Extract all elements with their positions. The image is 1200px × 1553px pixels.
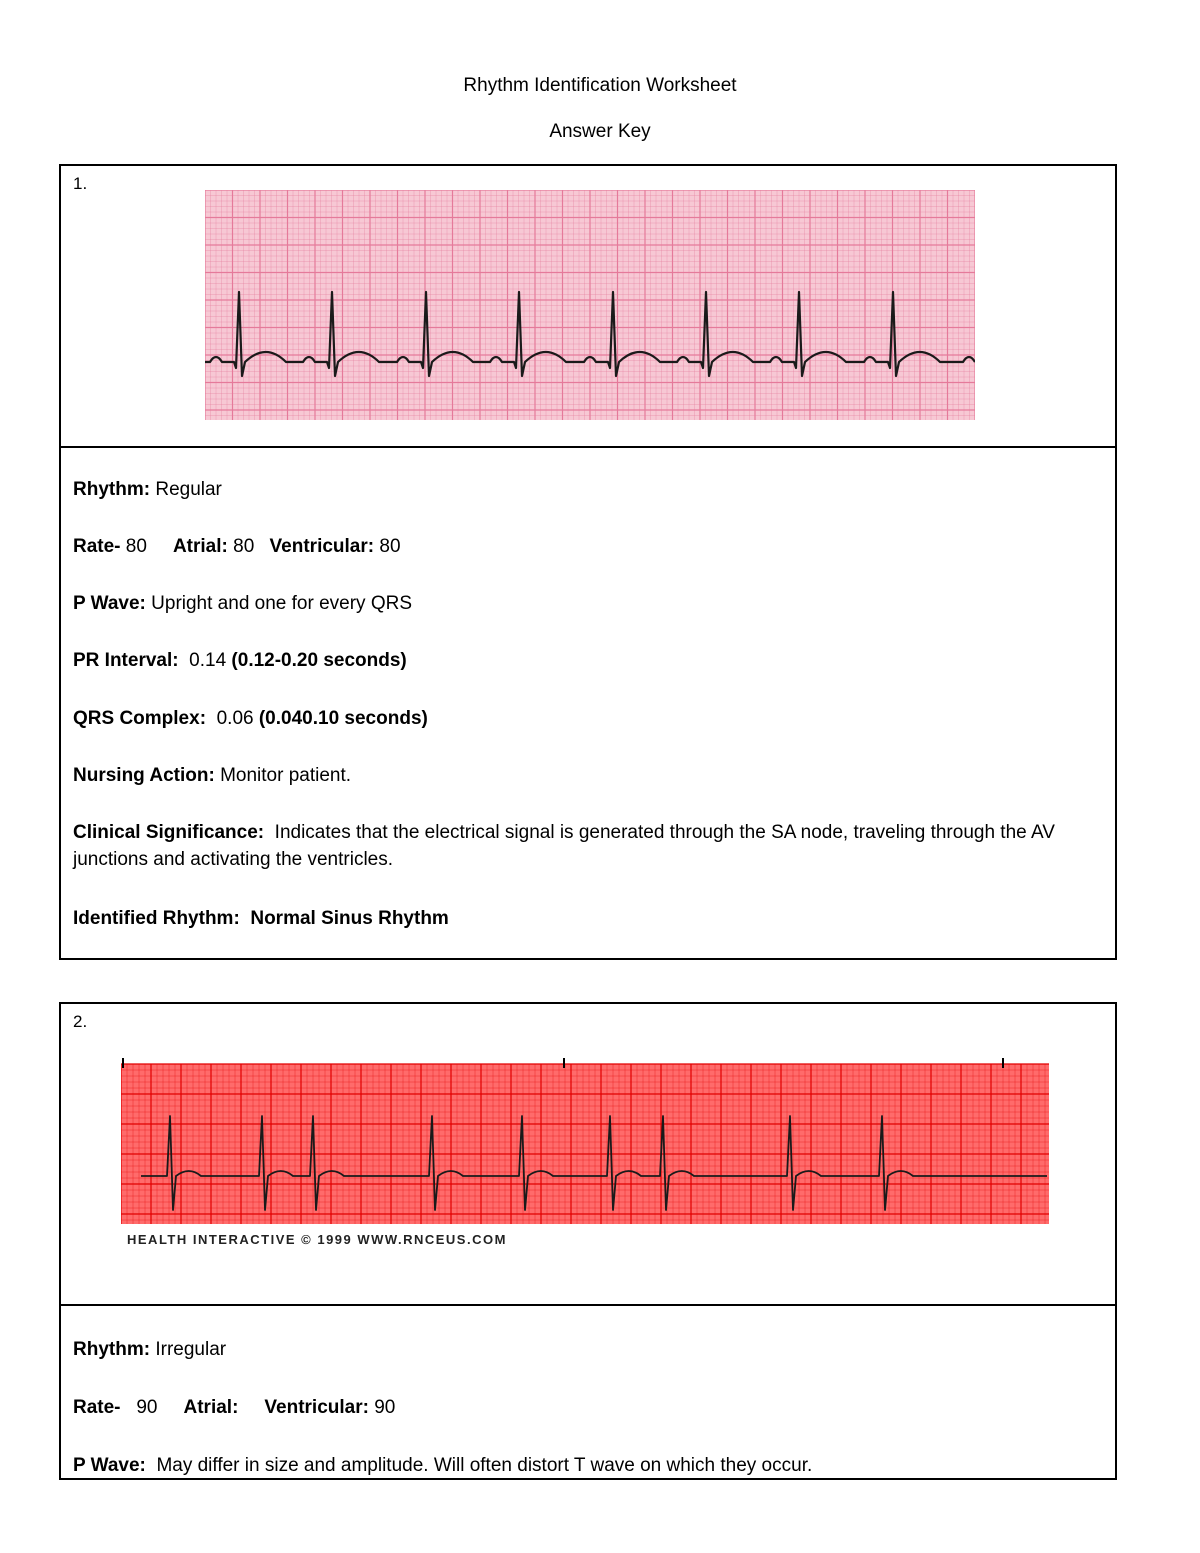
page-title: Rhythm Identification Worksheet	[463, 75, 737, 96]
nursing-action-field: Nursing Action: Monitor patient.	[73, 765, 352, 786]
page-subtitle: Answer Key	[549, 121, 651, 142]
pr-interval-field: PR Interval: 0.14 (0.12-0.20 seconds)	[73, 650, 407, 671]
p-wave-field: P Wave: Upright and one for every QRS	[73, 593, 413, 614]
item-1-strip-box	[59, 164, 1117, 448]
qrs-complex-field: QRS Complex: 0.06 (0.040.10 seconds)	[73, 708, 428, 729]
item-number: 2.	[73, 1012, 88, 1031]
strip-credit: HEALTH INTERACTIVE © 1999 WWW.RNCEUS.COM	[127, 1232, 507, 1247]
item-1-details-box	[59, 446, 1117, 960]
ecg-strip-2	[121, 1056, 1051, 1226]
item-2-details-box	[59, 1304, 1117, 1480]
rhythm-field: Rhythm: Irregular	[73, 1339, 227, 1360]
rate-field: Rate- 80 Atrial: 80 Ventricular: 80	[73, 536, 401, 557]
rhythm-field: Rhythm: Regular	[73, 479, 222, 500]
identified-rhythm-field: Identified Rhythm: Normal Sinus Rhythm	[73, 908, 449, 929]
clinical-significance-field: Clinical Significance: Indicates that the electrical signal is generated through the SA node, traveling through the AV junctions and activating the ventricles.	[73, 822, 1055, 870]
item-2-strip-box	[59, 1002, 1117, 1306]
ecg-strip-1	[205, 190, 975, 420]
rate-field: Rate- 90 Atrial: Ventricular: 90	[73, 1397, 396, 1418]
p-wave-field: P Wave: May differ in size and amplitude. Will often distort T wave on which they occur.	[73, 1455, 813, 1476]
item-number: 1.	[73, 174, 88, 193]
